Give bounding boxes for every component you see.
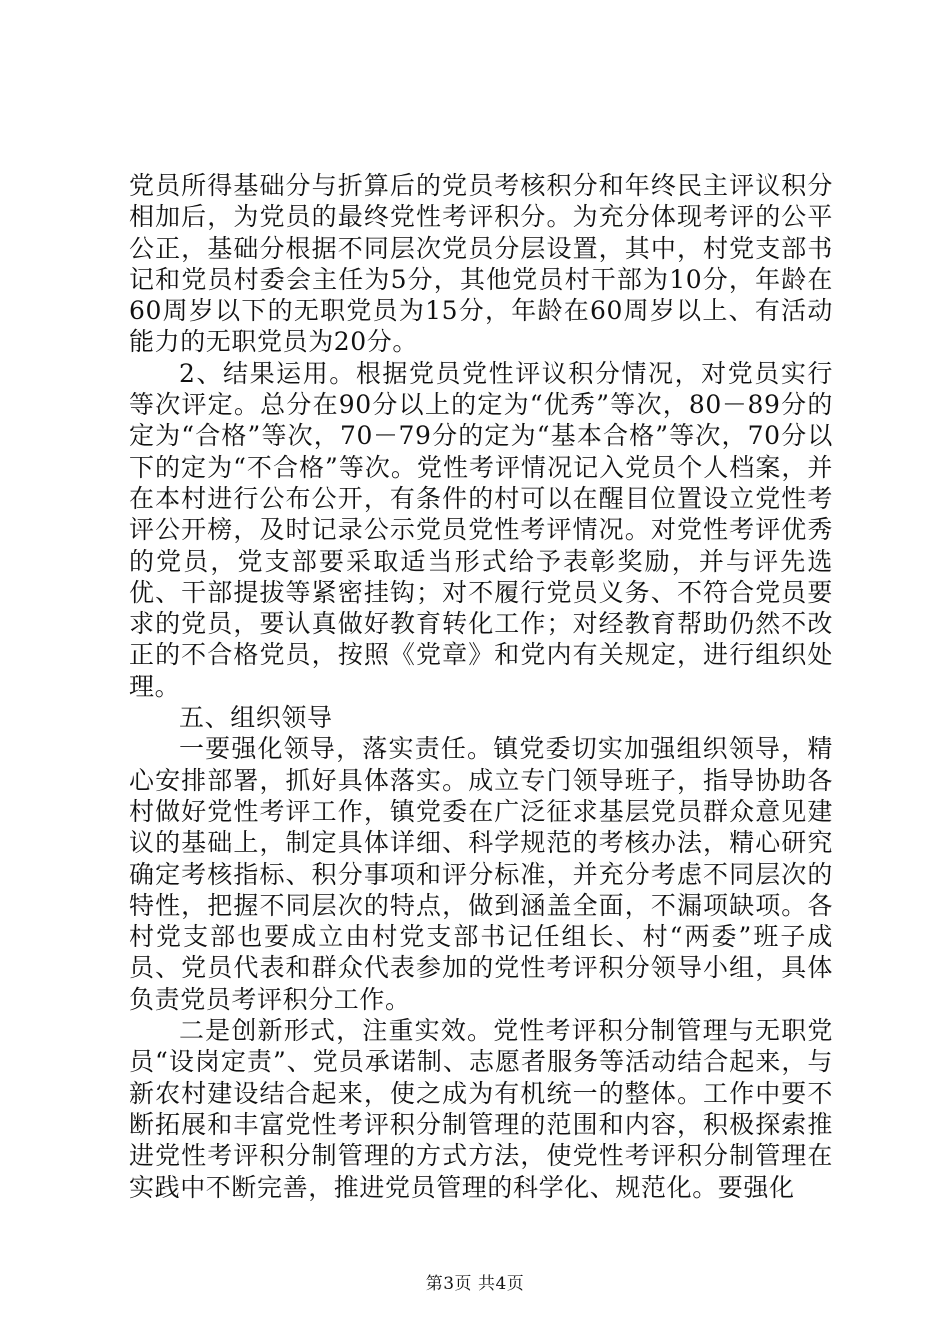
document-body [129,170,833,1203]
paragraph-result-application: 2、结果运用。根据党员党性评议积分情况，对党员实行等次评定。总分在90分以上的定为“优秀”等次，80－89分的定为“合格”等次，70－79分的定为“基本合格”等次，70分以下的定为“不合格”等次。党性考评情况记入党员个人档案，并在本村进行公布公开，有条件的村可以在醒目位置设立党性考评公开榜，及时记录公示党员党性考评情况。对党性考评优秀的党员，党支部要采取适当形式给予表彰奖励，并与评先选优、干部提拔等紧密挂钩；对不履行党员义务、不符合党员要求的党员，要认真做好教育转化工作；对经教育帮助仍然不改正的不合格党员，按照《党章》和党内有关规定，进行组织处理。 [129,358,833,701]
paragraph-strengthen-leadership: 一要强化领导，落实责任。镇党委切实加强组织领导，精心安排部署，抓好具体落实。成立专门领导班子，指导协助各村做好党性考评工作，镇党委在广泛征求基层党员群众意见建议的基础上，制定具体详细、科学规范的考核办法，精心研究确定考核指标、积分事项和评分标准，并充分考虑不同层次的特性，把握不同层次的特点，做到涵盖全面，不漏项缺项。各村党支部也要成立由村党支部书记任组长、村“两委”班子成员、党员代表和群众代表参加的党性考评积分领导小组，具体负责党员考评积分工作。 [129,734,833,1014]
page-number: 第3页 共4页 [425,1274,525,1294]
paragraph-base-score: 党员所得基础分与折算后的党员考核积分和年终民主评议积分相加后，为党员的最终党性考评积分。为充分体现考评的公平公正，基础分根据不同层次党员分层设置，其中，村党支部书记和党员村委会主任为5分，其他党员村干部为10分，年龄在60周岁以下的无职党员为15分，年龄在60周岁以上、有活动能力的无职党员为20分。 [129,171,833,357]
section-heading-organization: 五、组织领导 [179,703,333,733]
paragraph-innovate-forms: 二是创新形式，注重实效。党性考评积分制管理与无职党员“设岗定责”、党员承诺制、志愿者服务等活动结合起来，与新农村建设结合起来，使之成为有机统一的整体。工作中要不断拓展和丰富党性考评积分制管理的范围和内容，积极探索推进党性考评积分制管理的方式方法，使党性考评积分制管理在实践中不断完善，推进党员管理的科学化、规范化。要强化 [129,1016,833,1202]
page-footer [0,1273,950,1295]
